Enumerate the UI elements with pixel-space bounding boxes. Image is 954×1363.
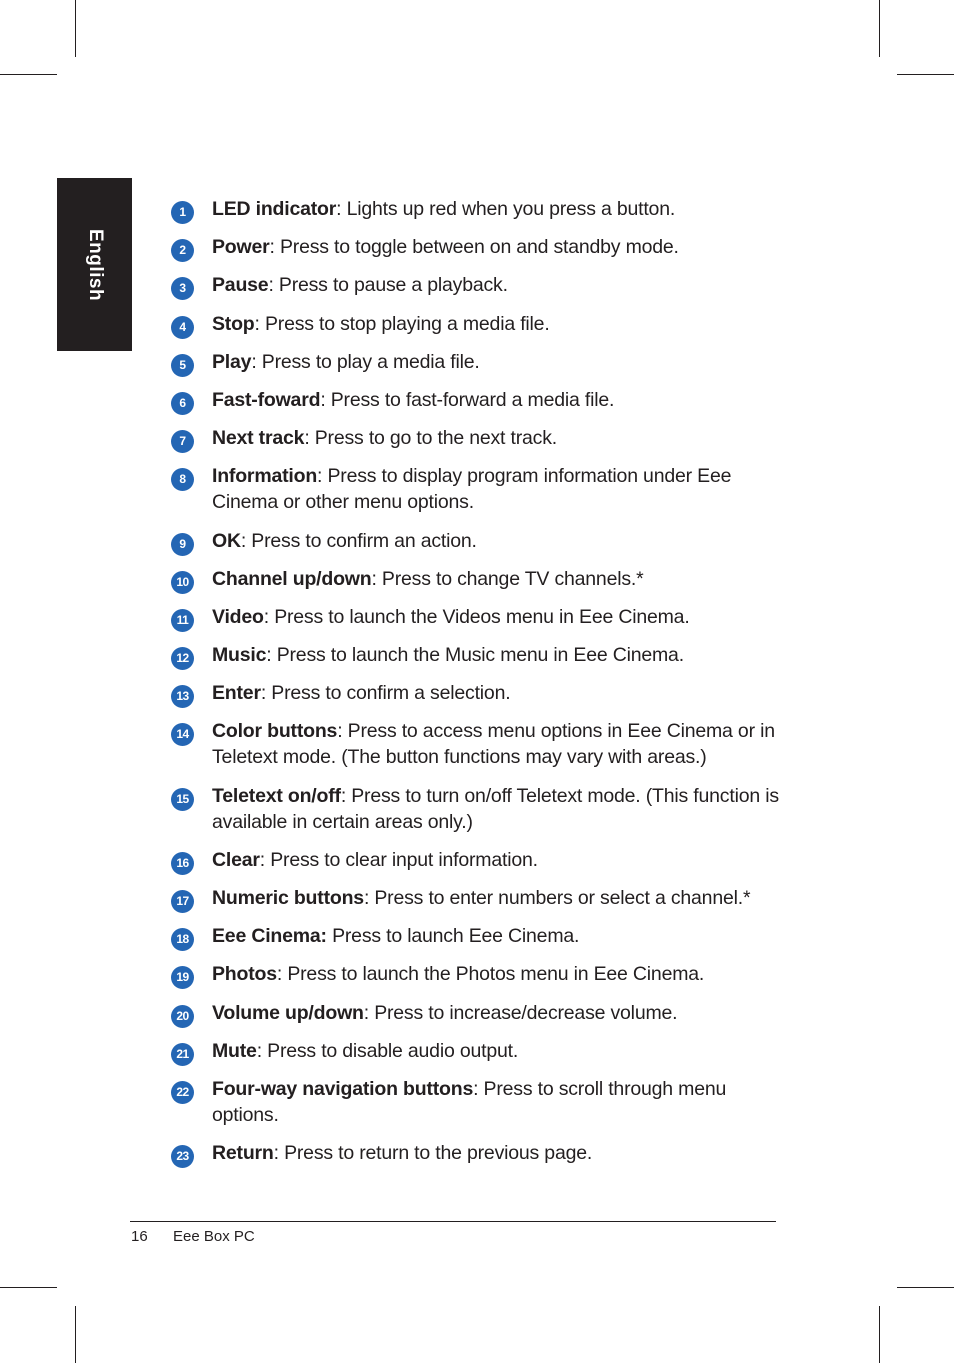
item-description: Lights up red when you press a button. <box>346 198 676 220</box>
remote-button-list <box>171 196 781 1178</box>
item-separator: : <box>256 1039 268 1062</box>
item-number-badge: 21 <box>171 1043 194 1066</box>
list-item <box>171 642 781 668</box>
list-item <box>171 885 781 911</box>
item-description: Press to stop playing a media file. <box>264 312 550 335</box>
item-term: Information <box>212 465 318 488</box>
item-term: Enter <box>212 682 261 705</box>
item-separator: : <box>473 1077 484 1100</box>
item-description: Press to increase/decrease volume. <box>374 1001 678 1024</box>
crop-mark <box>879 1306 880 1363</box>
crop-mark <box>75 0 76 57</box>
item-separator: : <box>254 312 265 335</box>
item-separator: : <box>266 644 277 667</box>
item-description: Press to confirm an action. <box>251 529 477 552</box>
crop-mark <box>0 74 57 75</box>
crop-mark <box>75 1306 76 1363</box>
item-separator: : <box>276 963 288 986</box>
item-number-badge: 9 <box>171 533 194 556</box>
item-number-badge: 1 <box>171 201 194 224</box>
item-term: LED indicator <box>212 198 337 220</box>
crop-mark <box>879 0 880 57</box>
item-separator: : <box>340 784 352 807</box>
item-description: Press to launch the Videos menu in Eee Cinema. <box>274 605 690 628</box>
list-item <box>171 1140 781 1166</box>
item-number-badge: 12 <box>171 647 194 670</box>
page-number: 16 <box>131 1228 148 1245</box>
item-description: Press to play a media file. <box>261 350 480 373</box>
item-number-badge: 7 <box>171 430 194 453</box>
item-description: Press to change TV channels.* <box>381 567 644 590</box>
list-item <box>171 349 781 375</box>
list-item <box>171 847 781 873</box>
item-term: Next track <box>212 427 305 450</box>
item-number-badge: 20 <box>171 1005 194 1028</box>
list-item <box>171 1038 781 1064</box>
crop-mark <box>897 1287 954 1288</box>
item-description: Press to access menu options in Eee Cinema or in Teletext mode. (The button functions may vary with areas.) <box>212 720 775 769</box>
list-item <box>171 1000 781 1026</box>
item-number-badge: 10 <box>171 571 194 594</box>
item-term: Play <box>212 350 252 373</box>
item-description: Press to launch Eee Cinema. <box>332 925 580 948</box>
language-tab <box>57 178 132 351</box>
item-separator: : <box>273 1142 285 1165</box>
crop-mark <box>897 74 954 75</box>
list-item <box>171 387 781 413</box>
item-term: Teletext on/off <box>212 784 341 807</box>
list-item <box>171 463 781 515</box>
item-term: Eee Cinema: <box>212 925 327 948</box>
item-description: Press to toggle between on and standby mode. <box>279 236 679 259</box>
item-number-badge: 15 <box>171 788 194 811</box>
item-description: Press to confirm a selection. <box>271 682 511 705</box>
item-separator: : <box>251 350 262 373</box>
list-item <box>171 1076 781 1128</box>
list-item <box>171 234 781 260</box>
item-term: Pause <box>212 274 269 297</box>
item-term: Music <box>212 644 267 667</box>
item-separator: : <box>320 388 331 411</box>
footer-title: Eee Box PC <box>173 1228 255 1245</box>
item-description: Press to turn on/off Teletext mode. (This function is available in certain areas only.) <box>212 784 779 833</box>
item-separator: : <box>269 236 280 259</box>
item-term: Four-way navigation buttons <box>212 1077 474 1100</box>
item-separator: : <box>260 682 272 705</box>
item-separator: : <box>371 567 382 590</box>
item-separator: : <box>263 605 275 628</box>
list-item <box>171 528 781 554</box>
item-number-badge: 11 <box>171 609 194 632</box>
item-description: Press to launch the Music menu in Eee Cinema. <box>276 644 684 667</box>
item-number-badge: 5 <box>171 354 194 377</box>
item-separator: : <box>304 427 315 450</box>
footer-divider <box>130 1221 776 1222</box>
item-number-badge: 3 <box>171 277 194 300</box>
item-description: Press to launch the Photos menu in Eee Cinema. <box>287 963 705 986</box>
item-term: Power <box>212 236 270 259</box>
item-description: Press to pause a playback. <box>278 274 508 297</box>
item-number-badge: 22 <box>171 1081 194 1104</box>
item-term: Photos <box>212 963 277 986</box>
item-description: Press to go to the next track. <box>314 427 557 450</box>
item-number-badge: 4 <box>171 316 194 339</box>
item-term: Clear <box>212 848 260 871</box>
item-term: Video <box>212 605 264 628</box>
item-number-badge: 23 <box>171 1145 194 1168</box>
list-item <box>171 272 781 298</box>
item-number-badge: 6 <box>171 392 194 415</box>
item-description: Press to fast-forward a media file. <box>330 388 615 411</box>
list-item <box>171 604 781 630</box>
list-item <box>171 783 781 835</box>
crop-mark <box>0 1287 57 1288</box>
item-term: Channel up/down <box>212 567 372 590</box>
item-number-badge: 2 <box>171 239 194 262</box>
item-description: Press to scroll through menu options. <box>212 1077 727 1126</box>
list-item <box>171 311 781 337</box>
item-separator: : <box>268 274 279 297</box>
item-number-badge: 19 <box>171 966 194 989</box>
item-term: Numeric buttons <box>212 887 364 909</box>
item-number-badge: 14 <box>171 723 194 746</box>
item-separator: : <box>363 887 375 909</box>
item-term: Mute <box>212 1039 257 1062</box>
item-separator: : <box>240 529 252 552</box>
item-separator: : <box>337 720 348 743</box>
item-term: Return <box>212 1142 274 1165</box>
item-description: Press to clear input information. <box>270 848 538 871</box>
list-item <box>171 718 781 770</box>
item-separator: : <box>259 848 271 871</box>
item-term: Stop <box>212 312 255 335</box>
item-term: Fast-foward <box>212 388 321 411</box>
item-number-badge: 17 <box>171 890 194 913</box>
list-item <box>171 923 781 949</box>
item-number-badge: 8 <box>171 468 194 491</box>
item-number-badge: 13 <box>171 685 194 708</box>
language-tab-label: English <box>84 228 106 301</box>
list-item <box>171 196 781 222</box>
item-term: Volume up/down <box>212 1001 364 1024</box>
item-number-badge: 18 <box>171 928 194 951</box>
item-term: Color buttons <box>212 720 338 743</box>
item-description: Press to display program information under Eee Cinema or other menu options. <box>212 465 732 514</box>
list-item <box>171 425 781 451</box>
item-separator: : <box>336 198 347 220</box>
item-separator: : <box>317 465 328 488</box>
list-item <box>171 680 781 706</box>
item-description: Press to disable audio output. <box>267 1039 519 1062</box>
item-separator: : <box>363 1001 375 1024</box>
item-description: Press to enter numbers or select a channel.* <box>374 887 751 909</box>
item-term: OK <box>212 529 241 552</box>
item-description: Press to return to the previous page. <box>284 1142 593 1165</box>
list-item <box>171 566 781 592</box>
list-item <box>171 961 781 987</box>
item-number-badge: 16 <box>171 852 194 875</box>
